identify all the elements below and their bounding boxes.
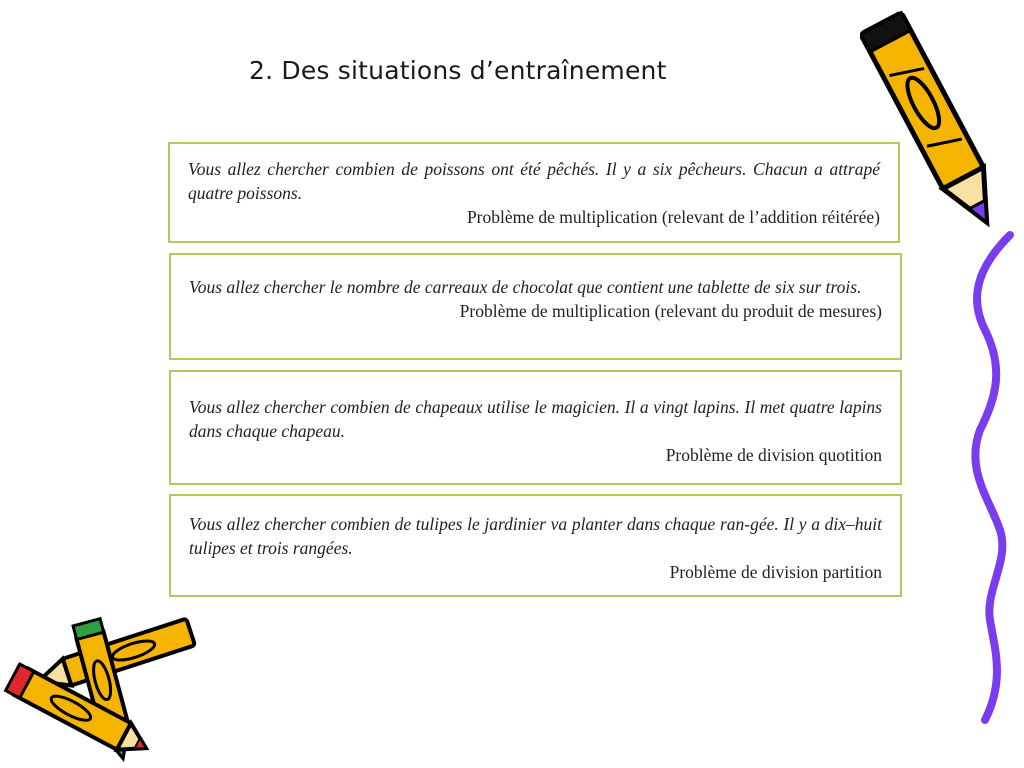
problem-type-3: Problème de division quotition: [665, 445, 882, 465]
crossed-pencils-icon: [0, 615, 210, 765]
slide-title: 2. Des situations d’entraînement: [249, 56, 667, 85]
problem-box-4: [169, 494, 902, 597]
problem-type-1: Problème de multiplication (relevant de l’addition réitérée): [466, 207, 880, 227]
wavy-line-icon: [965, 230, 1020, 730]
problem-box-3: [169, 370, 902, 485]
problem-statement-2: Vous allez chercher le nombre de carreaux de chocolat que contient une tablette de six sur trois.: [189, 277, 862, 297]
problem-type-2: Problème de multiplication (relevant du produit de mesures): [459, 301, 882, 321]
problem-type-4: Problème de division partition: [669, 562, 882, 582]
problem-statement-3: Vous allez chercher combien de chapeaux utilise le magicien. Il a vingt lapins. Il met quatre lapins dans chaque chapeau.: [189, 397, 882, 441]
problem-statement-4: Vous allez chercher combien de tulipes le jardinier va planter dans chaque ran-gée. Il y a dix–huit tulipes et trois rangées.: [189, 514, 882, 558]
problem-box-2: [169, 253, 902, 360]
pencil-icon: [860, 0, 1010, 250]
problem-statement-1: Vous allez chercher combien de poissons ont été pêchés. Il y a six pêcheurs. Chacun a attrapé quatre poissons.: [188, 159, 880, 203]
problem-box-1: [168, 142, 900, 243]
